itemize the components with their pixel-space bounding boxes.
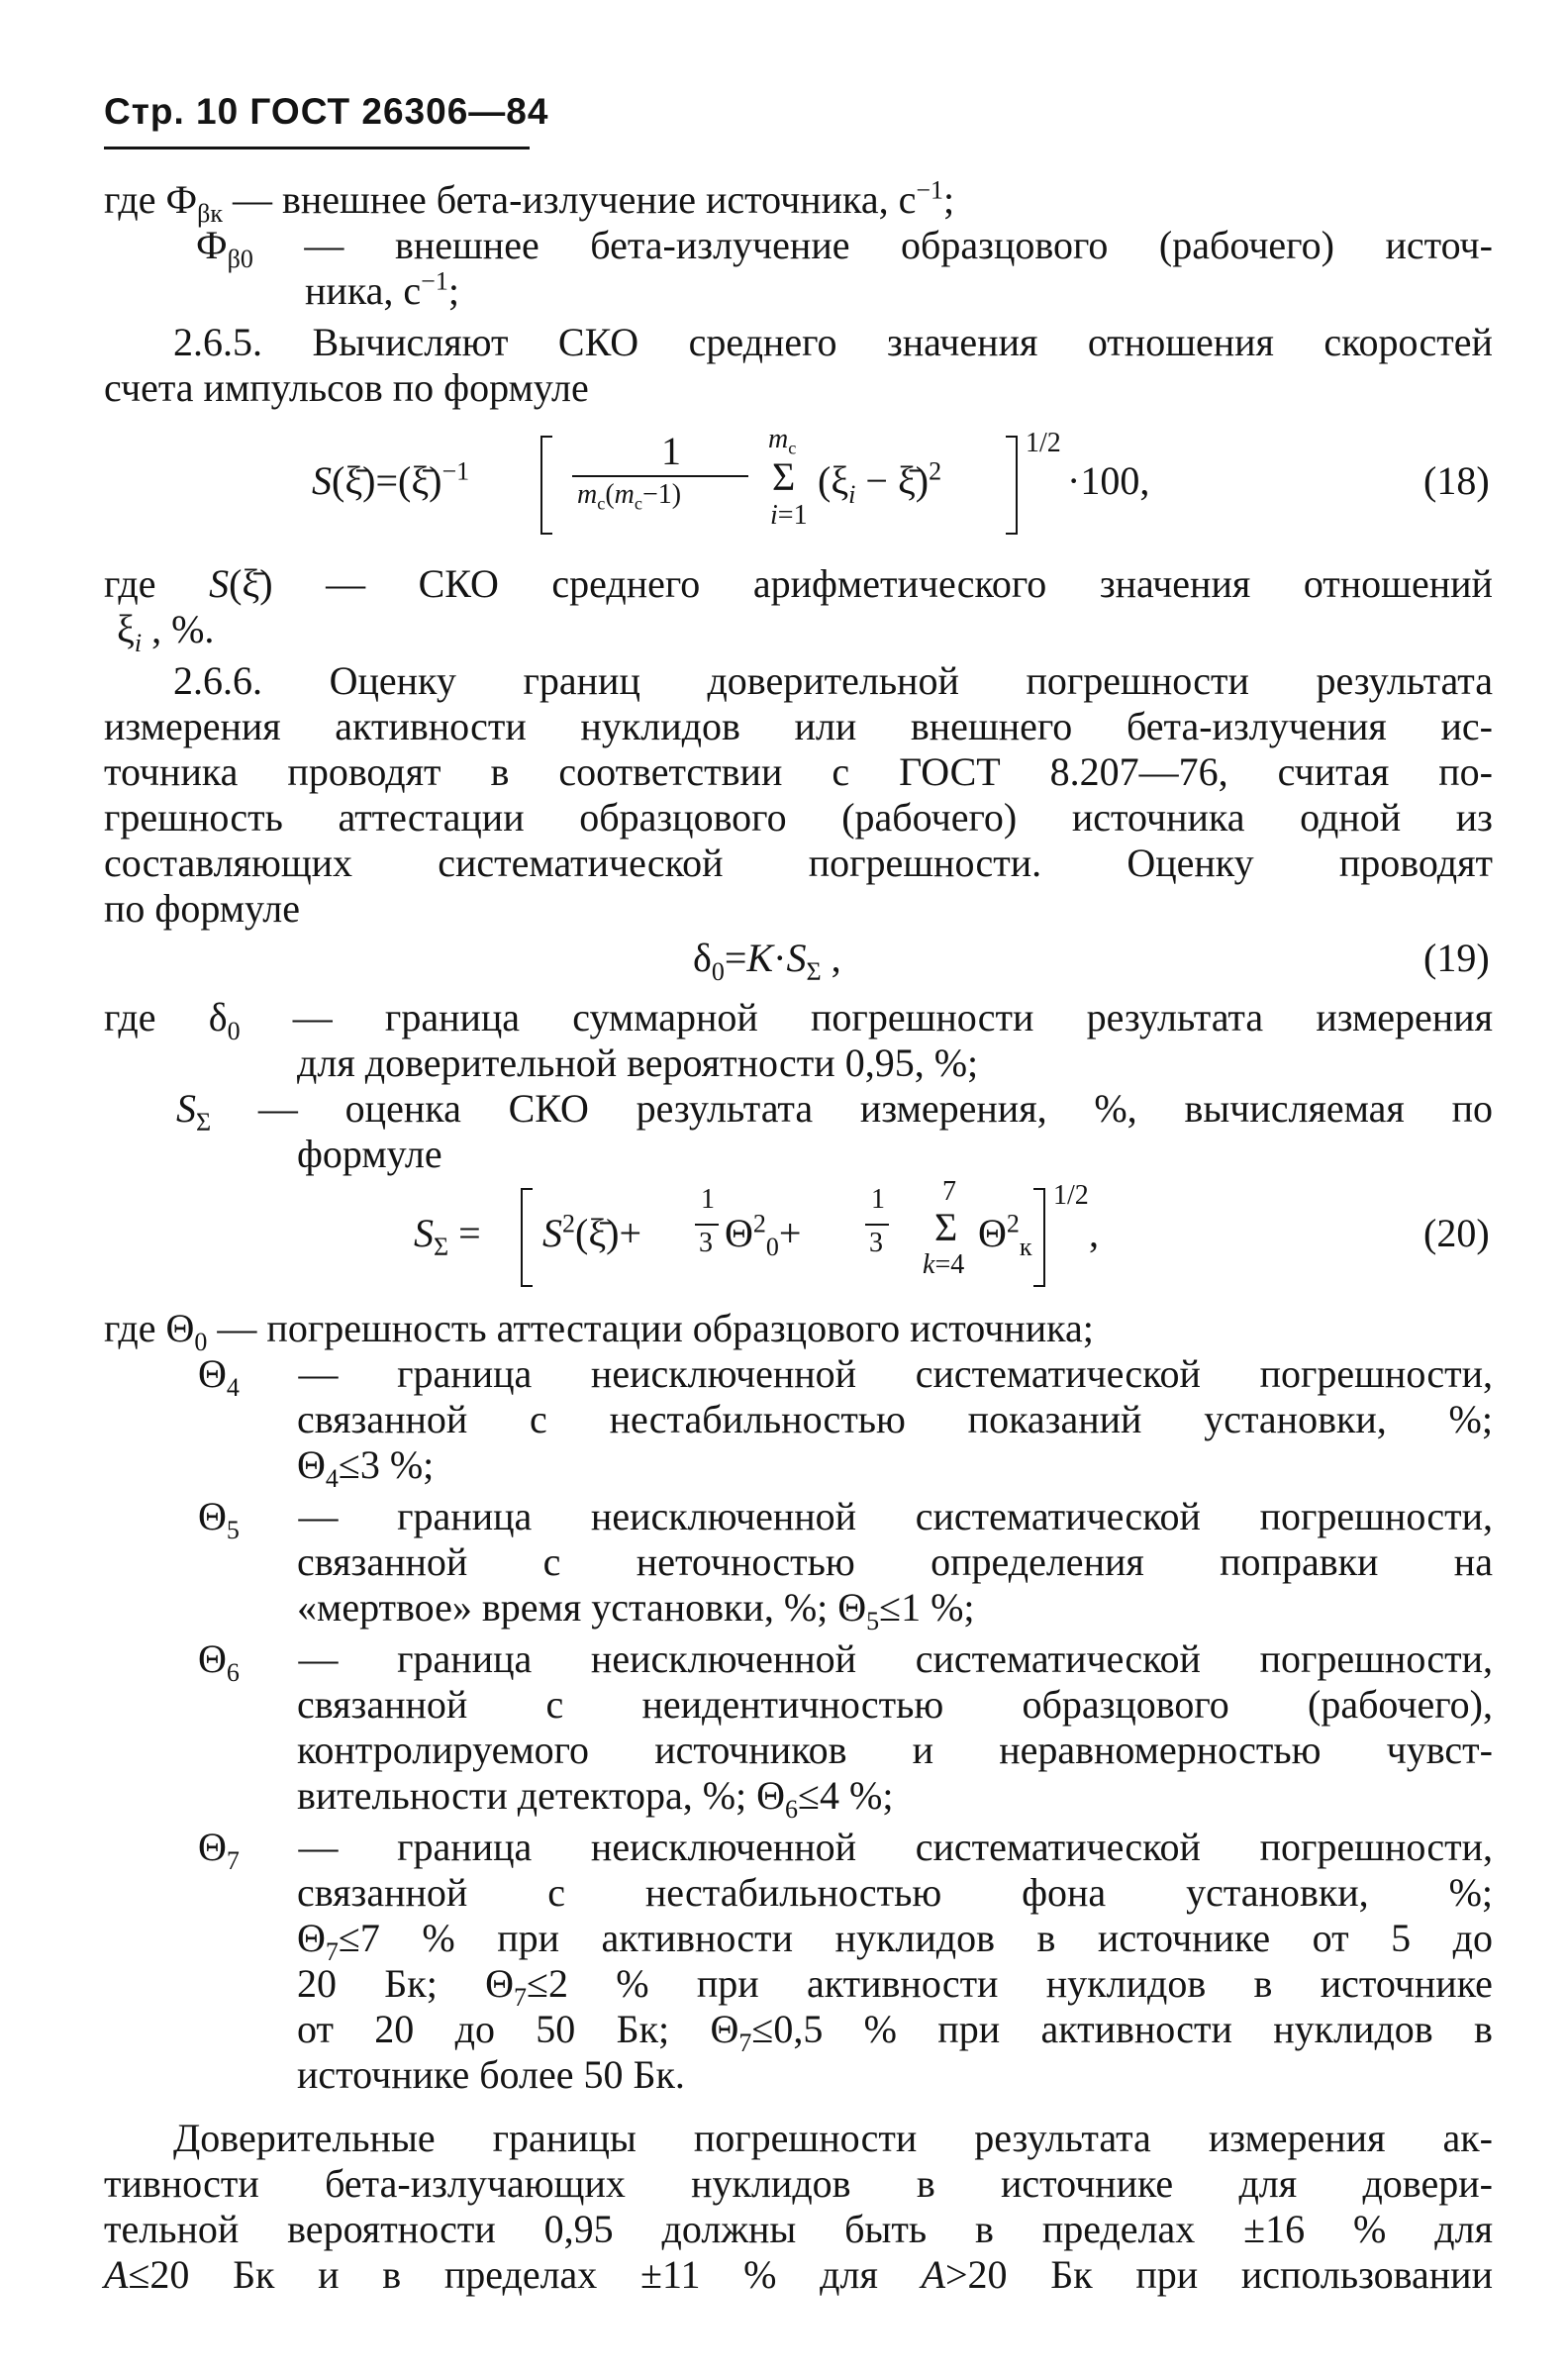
text-line: $\Theta_5$ — граница неисключенной систематической погрешности, — [198, 1494, 1493, 1544]
text-line: $\Theta_7\le 7$ % при активности нуклидов в источнике от 5 до — [297, 1916, 1493, 1966]
text-line: $\xi_i$ , %. — [117, 607, 215, 657]
formula-18-fraction-bar — [572, 475, 748, 477]
formula-19-number: (19) — [1423, 936, 1490, 980]
text-line: Доверительные границы погрешности результата измерения ак- — [173, 2116, 1493, 2160]
text-line: 20 Бк; $\Theta_7\le 2$ % при активности нуклидов в источнике — [297, 1961, 1493, 2012]
text-line: по формуле — [104, 886, 300, 931]
text-line: контролируемого источников и неравномерностью чувст- — [297, 1728, 1493, 1772]
text-line: для доверительной вероятности 0,95, %; — [297, 1040, 979, 1085]
formula-20-tail: , — [1089, 1211, 1099, 1255]
text-line: от 20 до 50 Бк; $\Theta_7\le 0,5$ % при активности нуклидов в — [297, 2007, 1493, 2057]
text-line: где $Ф_{\beta к}$ — внешнее бета-излучение источника, $с^{-1}$; — [104, 175, 955, 228]
formula-20-term-a: $S^2(\xī)+$ — [542, 1209, 642, 1255]
text-line: составляющих систематической погрешности. Оценку проводят — [104, 841, 1493, 885]
formula-18-tail: ·100, — [1067, 458, 1150, 503]
text-line: где $\delta_0$ — граница суммарной погрешности результата измерения — [104, 995, 1493, 1045]
formula-20-term-b: $\Theta^2_0+$ — [725, 1209, 802, 1261]
header-rule — [104, 147, 530, 149]
formula-18-denominator: $m_c(m_c-1)$ — [577, 479, 682, 514]
text-line: $\Theta_4\le 3$ %; — [297, 1442, 435, 1493]
text-line: $Ф_{\beta 0}$ — внешнее бета-излучение образцового (рабочего) источ- — [196, 223, 1493, 273]
text-line: ника, $с^{-1}$; — [305, 266, 459, 313]
formula-18-body: ($\xi_i$ − ξ̄)$^2$ — [818, 456, 942, 509]
text-line: $\Theta_4$ — граница неисключенной систематической погрешности, — [198, 1351, 1493, 1402]
text-line: формуле — [297, 1132, 442, 1176]
formula-20-lhs: $S_\Sigma$ = — [414, 1211, 481, 1261]
text-line: источнике более 50 Бк. — [297, 2052, 685, 2097]
text-line: «мертвое» время установки, %; $\Theta_5\le 1$ %; — [297, 1585, 975, 1635]
formula-20-bracket-right — [1033, 1188, 1045, 1287]
formula-20-number: (20) — [1423, 1211, 1490, 1255]
formula-20-frac2-den: 3 — [869, 1228, 883, 1258]
text-line: связанной с нестабильностью фона установки, %; — [297, 1870, 1493, 1915]
text-line: измерения активности нуклидов или внешнего бета-излучения ис- — [104, 704, 1493, 748]
formula-20-term-c: $\Theta^2_к$ — [978, 1209, 1032, 1261]
text-line: тельной вероятности 0,95 должны быть в пределах ±16 % для — [104, 2207, 1493, 2251]
text-line: $S_\Sigma$ — оценка СКО результата измерения, %, вычисляемая по — [176, 1086, 1493, 1137]
formula-18-bracket-right — [1006, 436, 1018, 535]
formula-20-sum-lower: k=4 — [923, 1249, 965, 1280]
formula-20-bracket-left — [521, 1188, 533, 1287]
formula-20-power: 1/2 — [1053, 1180, 1089, 1211]
formula-18-numerator: 1 — [661, 429, 681, 473]
text-line: грешность аттестации образцового (рабочего) источника одной из — [104, 795, 1493, 840]
formula-20-frac2-bar — [865, 1224, 889, 1226]
formula-18-number: (18) — [1423, 458, 1490, 503]
formula-18-sum-sign: Σ — [772, 454, 796, 499]
formula-18-sum-lower: i=1 — [770, 500, 808, 531]
formula-19-body: $\delta_0=K\cdot S_\Sigma$ , — [693, 936, 841, 986]
formula-20-sum-sign: Σ — [934, 1205, 958, 1249]
formula-18-lhs: S(ξ̄)=(ξ̄)$^{-1}$ — [312, 456, 470, 503]
text-line: счета импульсов по формуле — [104, 365, 589, 410]
text-line: вительности детектора, %; $\Theta_6\le 4$ %; — [297, 1773, 894, 1824]
text-line: 2.6.5. Вычисляют СКО среднего значения отношения скоростей — [173, 320, 1493, 364]
text-line: A≤20 Бк и в пределах ±11 % для A>20 Бк при использовании — [104, 2252, 1493, 2297]
page-header: Стр. 10 ГОСТ 26306—84 — [104, 91, 549, 132]
text-line: $\Theta_7$ — граница неисключенной систематической погрешности, — [198, 1825, 1493, 1875]
text-line: 2.6.6. Оценку границ доверительной погрешности результата — [173, 658, 1493, 703]
formula-18-sum-upper: $m_c$ — [768, 424, 797, 458]
formula-18-bracket-left — [540, 436, 552, 535]
formula-20-frac1-bar — [695, 1224, 719, 1226]
text-line: где $\Theta_0$ — погрешность аттестации образцового источника; — [104, 1306, 1094, 1356]
formula-20-frac1-num: 1 — [701, 1184, 715, 1215]
formula-20-frac2-num: 1 — [871, 1184, 885, 1215]
text-line: $\Theta_6$ — граница неисключенной систематической погрешности, — [198, 1636, 1493, 1687]
text-line: точника проводят в соответствии с ГОСТ 8.207—76, считая по- — [104, 749, 1493, 794]
text-line: связанной с нестабильностью показаний установки, %; — [297, 1397, 1493, 1441]
formula-18-power: 1/2 — [1026, 428, 1061, 458]
text-line: связанной с неидентичностью образцового (рабочего), — [297, 1682, 1493, 1727]
formula-20-frac1-den: 3 — [699, 1228, 713, 1258]
text-line: тивности бета-излучающих нуклидов в источнике для довери- — [104, 2161, 1493, 2206]
formula-20-sum-upper: 7 — [942, 1176, 956, 1207]
text-line: где S(ξ̄) — СКО среднего арифметического значения отношений — [104, 561, 1493, 606]
text-line: связанной с неточностью определения поправки на — [297, 1539, 1493, 1584]
